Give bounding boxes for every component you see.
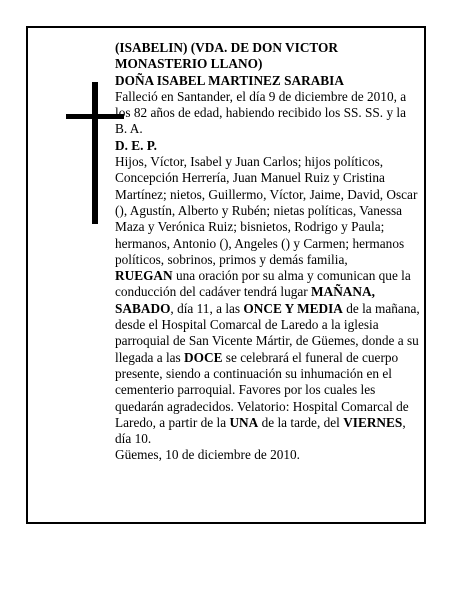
header-line-2: MONASTERIO LLANO) [115, 56, 263, 72]
details-part-3: de la mañana, desde el Hospital Comarcal de Laredo a la iglesia parroquial de San Vicente Mártir, de Güemes, donde a su llegada a las [115, 300, 420, 365]
details-part-2: , día 11, a las [170, 300, 244, 316]
cross-icon [92, 82, 98, 224]
header-line-1: (ISABELIN) (VDA. DE DON VICTOR [115, 40, 339, 55]
manana-sabado: MAÑANA, SABADO [115, 284, 375, 316]
details-part-5: de la tarde, del [258, 414, 344, 430]
viernes: VIERNES [343, 414, 403, 430]
family-list: Hijos, Víctor, Isabel y Juan Carlos; hijos políticos, Concepción Herrería, Juan Manuel Ruiz y Cristina Martínez; nietos, Guillermo, Víctor, Jaime, David, Oscar (), Agustín, Alberto y Rubén; nietas políticas, Vanessa Maza y Verónica Ruiz; bisnietos, Rodrigo y Paula; hermanos, Antonio (), Angeles () y Carmen; hermanos políticos, sobrinos, primos y demás familia, [115, 154, 418, 267]
details-part-1: una oración por su alma y comunican que la conducción del cadáver tendrá lugar [115, 268, 411, 300]
death-announcement: Falleció en Santander, el día 9 de diciembre de 2010, a los 82 años de edad, habiendo recibido los SS. SS. y la B. A. [115, 88, 407, 137]
una: UNA [229, 414, 259, 430]
doce: DOCE [184, 349, 223, 365]
ruegan: RUEGAN [115, 268, 173, 284]
dep: D. E. P. [115, 137, 157, 153]
deceased-name: DOÑA ISABEL MARTINEZ SARABIA [115, 72, 344, 88]
ceremony-details [115, 268, 421, 447]
obituary-text [115, 40, 421, 464]
once-y-media: ONCE Y MEDIA [243, 300, 343, 316]
details-part-4: se celebrará el funeral de cuerpo presente, siendo a continuación su inhumación en el cementerio parroquial. Favores por los cuales les quedarán agradecidos. Velatorio: Hospital Comarcal de Laredo, a partir de la [115, 349, 409, 430]
details-part-6: , día 10. [115, 414, 406, 447]
closing-line: Güemes, 10 de diciembre de 2010. [115, 447, 300, 463]
